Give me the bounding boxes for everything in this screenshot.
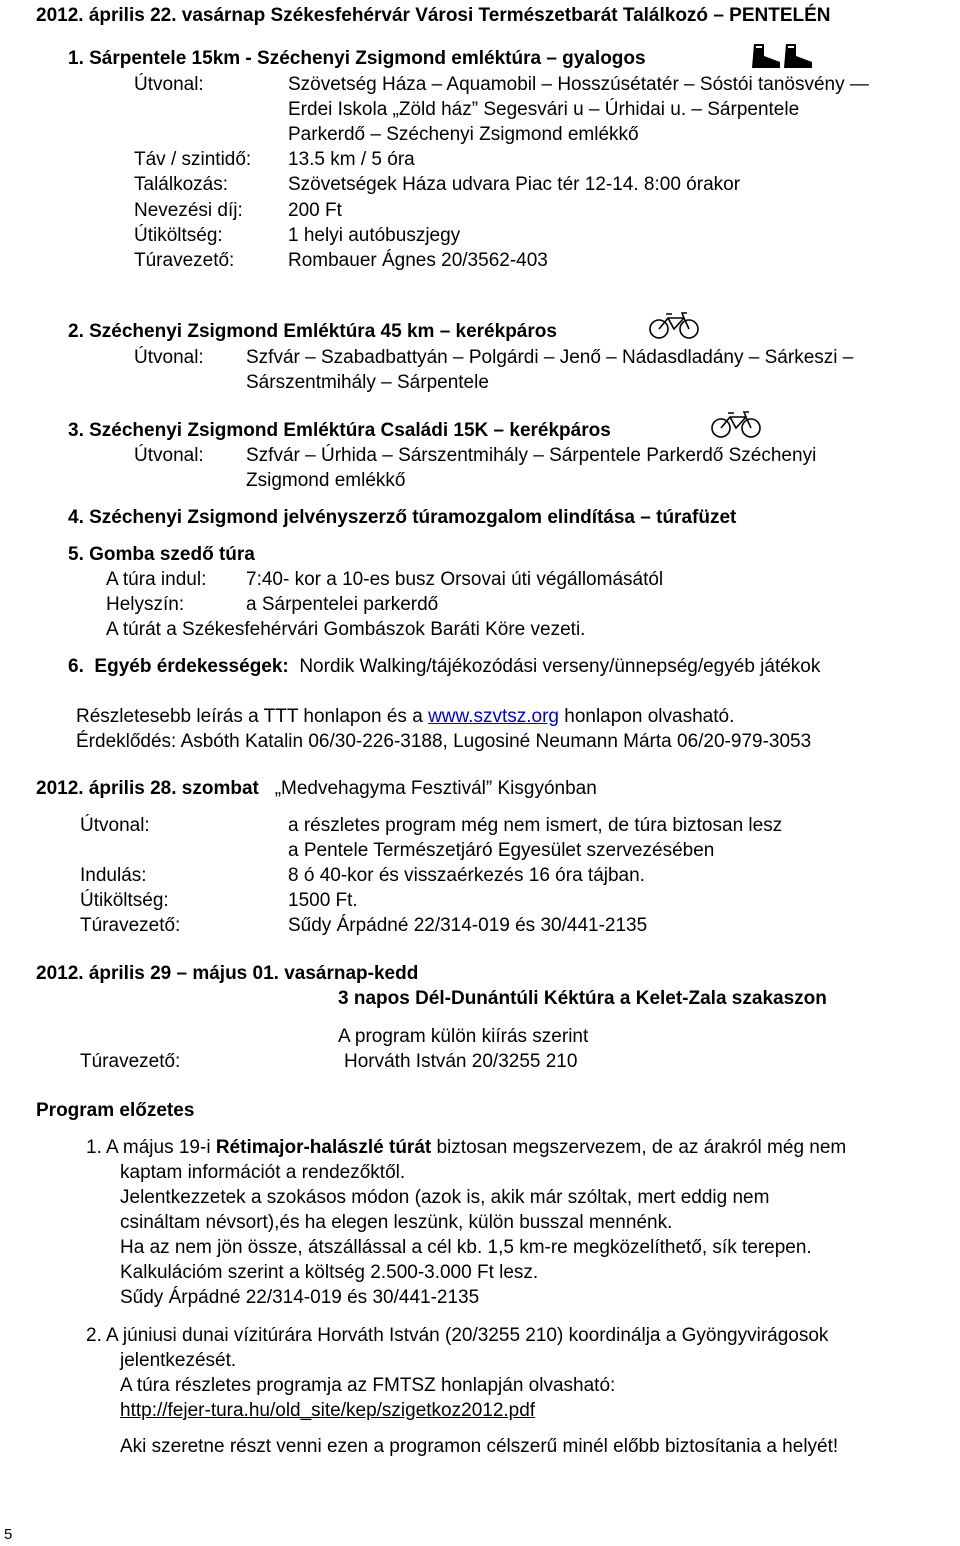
ev2-leader-value: Sűdy Árpádné 22/314-019 és 30/441-2135 xyxy=(288,915,648,936)
item2-line-3: A túra részletes programja az FMTSZ honlapján olvasható: xyxy=(120,1375,616,1396)
s1-route-line-1: Szövetség Háza – Aquamobil – Hosszúsétatér – Sóstói tanösvény — xyxy=(288,74,869,95)
s3-route-label: Útvonal: xyxy=(134,445,204,466)
info-contact: Érdeklődés: Asbóth Katalin 06/30-226-3188, Lugosiné Neumann Márta 06/20-979-3053 xyxy=(76,731,812,752)
item1-line-2: kaptam információt a rendezőktől. xyxy=(120,1162,406,1183)
s5-start-label: A túra indul: xyxy=(106,569,207,590)
item1-line-7: Sűdy Árpádné 22/314-019 és 30/441-2135 xyxy=(120,1287,480,1308)
szvtsz-link[interactable]: www.szvtsz.org xyxy=(428,706,559,727)
item1-post: biztosan megszervezem, de az árakról még nem xyxy=(431,1137,847,1158)
boots-icon xyxy=(750,42,820,70)
s2-route-line-2: Sárszentmihály – Sárpentele xyxy=(246,372,489,393)
ev2-cost-label: Útiköltség: xyxy=(80,890,169,911)
item1-bold: Rétimajor-halászlé túrát xyxy=(215,1137,432,1158)
ev2-title: „Medvehagyma Fesztivál” Kisgyónban xyxy=(274,778,597,799)
ev2-date: 2012. április 28. szombat xyxy=(36,778,259,799)
s6-number: 6. xyxy=(68,656,84,677)
section-6 xyxy=(68,656,820,678)
s2-route-label: Útvonal: xyxy=(134,347,204,368)
s6-text: Nordik Walking/tájékozódási verseny/ünnepség/egyéb játékok xyxy=(299,656,821,677)
s1-cost-label: Útiköltség: xyxy=(134,225,223,246)
s6-heading: Egyéb érdekességek: xyxy=(94,656,289,677)
page-number: 5 xyxy=(4,1526,13,1543)
s1-meeting-value: Szövetségek Háza udvara Piac tér 12-14. 8:00 órakor xyxy=(288,174,741,195)
preview-item-1-first-line xyxy=(106,1137,846,1159)
item1-pre: A május 19-i xyxy=(106,1137,216,1158)
s1-distance-label: Táv / szintidő: xyxy=(134,149,252,170)
s1-leader-label: Túravezető: xyxy=(134,250,235,271)
s5-place-value: a Sárpentelei parkerdő xyxy=(246,594,439,615)
s1-route-line-3: Parkerdő – Széchenyi Zsigmond emlékkő xyxy=(288,124,639,145)
item1-line-4: csináltam névsort),és ha elegen leszünk, külön busszal mennénk. xyxy=(120,1212,673,1233)
item2-link-line xyxy=(120,1400,535,1422)
preview-heading: Program előzetes xyxy=(36,1100,195,1121)
s1-route-label: Útvonal: xyxy=(134,74,204,95)
s3-route-line-1: Szfvár – Úrhida – Sárszentmihály – Sárpentele Parkerdő Széchenyi xyxy=(246,445,817,466)
info-pre: Részletesebb leírás a TTT honlapon és a xyxy=(76,706,429,727)
item2-line-2: jelentkezését. xyxy=(120,1350,237,1371)
ev2-route-label: Útvonal: xyxy=(80,815,150,836)
bicycle-icon xyxy=(648,310,700,340)
ev2-route-line-2: a Pentele Természetjáró Egyesület szervezésében xyxy=(288,840,715,861)
item1-line-3: Jelentkezzetek a szokásos módon (azok is, akik már szóltak, mert eddig nem xyxy=(120,1187,770,1208)
item1-line-6: Kalkulációm szerint a költség 2.500-3.000 Ft lesz. xyxy=(120,1262,539,1283)
ev3-program: A program külön kiírás szerint xyxy=(338,1026,589,1047)
section-2-title: 2. Széchenyi Zsigmond Emléktúra 45 km – kerékpáros xyxy=(68,321,557,342)
ev2-start-value: 8 ó 40-kor és visszaérkezés 16 óra tájban. xyxy=(288,865,645,886)
fmtsz-program-link[interactable]: http://fejer-tura.hu/old_site/kep/szigetkoz2012.pdf xyxy=(120,1400,536,1421)
header-date-line: 2012. április 22. vasárnap Székesfehérvár Városi Természetbarát Találkozó – PENTELÉN xyxy=(36,5,831,26)
s1-route-line-2: Erdei Iskola „Zöld ház” Segesvári u – Úrhidai u. – Sárpentele xyxy=(288,99,800,120)
s3-route-line-2: Zsigmond emlékkő xyxy=(246,470,406,491)
s1-meeting-label: Találkozás: xyxy=(134,174,228,195)
ev3-date: 2012. április 29 – május 01. vasárnap-kedd xyxy=(36,963,419,984)
ev2-start-label: Indulás: xyxy=(80,865,147,886)
s1-fee-label: Nevezési díj: xyxy=(134,200,243,221)
s1-fee-value: 200 Ft xyxy=(288,200,342,221)
bicycle-icon xyxy=(710,409,762,439)
s5-place-label: Helyszín: xyxy=(106,594,185,615)
section-4-title: 4. Széchenyi Zsigmond jelvényszerző túramozgalom elindítása – túrafüzet xyxy=(68,507,737,528)
preview-item-1-number: 1. xyxy=(86,1137,102,1158)
info-post: honlapon olvasható. xyxy=(558,706,735,727)
event-2-header xyxy=(36,778,597,800)
ev2-route-line-1: a részletes program még nem ismert, de túra biztosan lesz xyxy=(288,815,783,836)
section-1-title: 1. Sárpentele 15km - Széchenyi Zsigmond emléktúra – gyalogos xyxy=(68,48,646,69)
s1-distance-value: 13.5 km / 5 óra xyxy=(288,149,415,170)
item2-note: Aki szeretne részt venni ezen a programon célszerű minél előbb biztosítania a helyét! xyxy=(120,1436,839,1457)
s5-organizer: A túrát a Székesfehérvári Gombászok Baráti Köre vezeti. xyxy=(106,619,586,640)
ev2-cost-value: 1500 Ft. xyxy=(288,890,358,911)
section-3-title: 3. Széchenyi Zsigmond Emléktúra Családi 15K – kerékpáros xyxy=(68,420,611,441)
s1-leader-value: Rombauer Ágnes 20/3562-403 xyxy=(288,250,548,271)
ev3-leader-label: Túravezető: xyxy=(80,1051,181,1072)
item1-line-5: Ha az nem jön össze, átszállással a cél kb. 1,5 km-re megközelíthető, sík terepen. xyxy=(120,1237,812,1258)
ev3-title: 3 napos Dél-Dunántúli Kéktúra a Kelet-Zala szakaszon xyxy=(338,988,827,1009)
ev2-leader-label: Túravezető: xyxy=(80,915,181,936)
section-5-title: 5. Gomba szedő túra xyxy=(68,544,255,565)
s1-cost-value: 1 helyi autóbuszjegy xyxy=(288,225,461,246)
item2-line-1: A júniusi dunai vízitúrára Horváth István (20/3255 210) koordinálja a Gyöngyvirágosok xyxy=(106,1325,829,1346)
s2-route-line-1: Szfvár – Szabadbattyán – Polgárdi – Jenő – Nádasdladány – Sárkeszi – xyxy=(246,347,854,368)
s5-start-value: 7:40- kor a 10-es busz Orsovai úti végállomásától xyxy=(246,569,664,590)
preview-item-2-number: 2. xyxy=(86,1325,102,1346)
info-line xyxy=(76,706,734,728)
ev3-leader-value: Horváth István 20/3255 210 xyxy=(344,1051,578,1072)
